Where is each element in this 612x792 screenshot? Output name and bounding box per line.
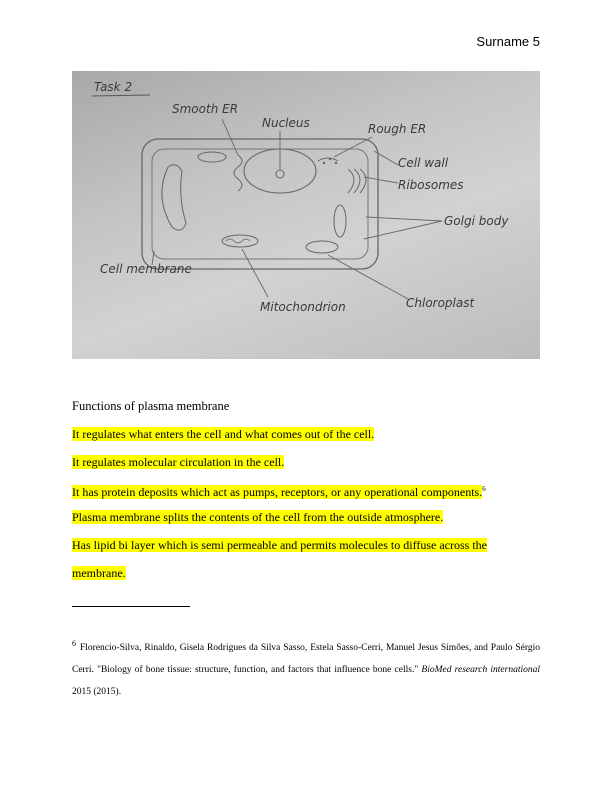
leader-ribosomes <box>364 177 398 183</box>
leader-mitochondrion <box>242 249 268 297</box>
function-item-5-cont: membrane. <box>72 566 126 580</box>
footnote-separator <box>72 606 190 607</box>
task-underline <box>92 95 150 96</box>
left-organelle <box>162 165 186 230</box>
leader-chloroplast <box>328 255 408 299</box>
chloroplast-shape <box>306 241 338 253</box>
organelle-top-left <box>198 152 226 162</box>
label-ribosomes: Ribosomes <box>398 178 464 192</box>
smooth-er-shape <box>234 155 242 191</box>
ribosome-dot <box>323 162 325 164</box>
ribosome-dot <box>335 162 337 164</box>
function-item-1: It regulates what enters the cell and what comes out of the cell. <box>72 427 375 441</box>
task-label: Task 2 <box>94 80 133 94</box>
label-rough-er: Rough ER <box>368 122 427 136</box>
function-item-2: It regulates molecular circulation in the cell. <box>72 455 285 469</box>
ribosome-dot <box>329 158 331 160</box>
footnote-citation: Florencio-Silva, Rinaldo, Gisela Rodrigues da Silva Sasso, Estela Sasso-Cerri, Manuel Jesus Simões, and Paulo Sérgio Cerri. "Biology of bone tissue: structure, function, and factors that influence bone cells." <box>72 643 540 676</box>
rough-er-shape <box>318 158 338 161</box>
footnote-journal: BioMed research international <box>421 665 540 676</box>
footnote-number: 6 <box>72 639 76 648</box>
label-nucleus: Nucleus <box>262 116 310 130</box>
leader-golgi-1 <box>364 221 442 239</box>
mitochondrion-cristae <box>226 239 250 243</box>
function-item-4: Plasma membrane splits the contents of the cell from the outside atmosphere. <box>72 510 444 524</box>
chloroplast-shape-2 <box>334 205 346 237</box>
footnote-year: 2015 (2015). <box>72 687 122 698</box>
label-smooth-er: Smooth ER <box>172 102 239 116</box>
leader-smooth-er <box>222 119 238 155</box>
footnote-reference[interactable]: 6 <box>482 485 486 493</box>
label-cell-wall: Cell wall <box>398 156 449 170</box>
label-golgi-body: Golgi body <box>444 214 509 228</box>
function-item-3: It has protein deposits which act as pumps, receptors, or any operational components.$^6$ <box>72 485 486 499</box>
cell-wall-outline <box>142 139 378 269</box>
nucleolus-shape <box>276 170 284 178</box>
cell-membrane-outline <box>152 149 368 259</box>
label-cell-membrane: Cell membrane <box>100 262 192 276</box>
label-mitochondrion: Mitochondrion <box>260 300 346 314</box>
function-item-5: Has lipid bi layer which is semi permeable and permits molecules to diffuse across the <box>72 538 488 552</box>
cell-sketch <box>72 71 540 359</box>
footnote <box>72 633 540 703</box>
cell-diagram-photo <box>72 71 540 359</box>
running-head: Surname 5 <box>476 34 540 49</box>
label-chloroplast: Chloroplast <box>406 296 475 310</box>
mitochondrion-shape <box>222 235 258 247</box>
golgi-shape <box>348 169 366 193</box>
section-title: Functions of plasma membrane <box>72 399 230 413</box>
